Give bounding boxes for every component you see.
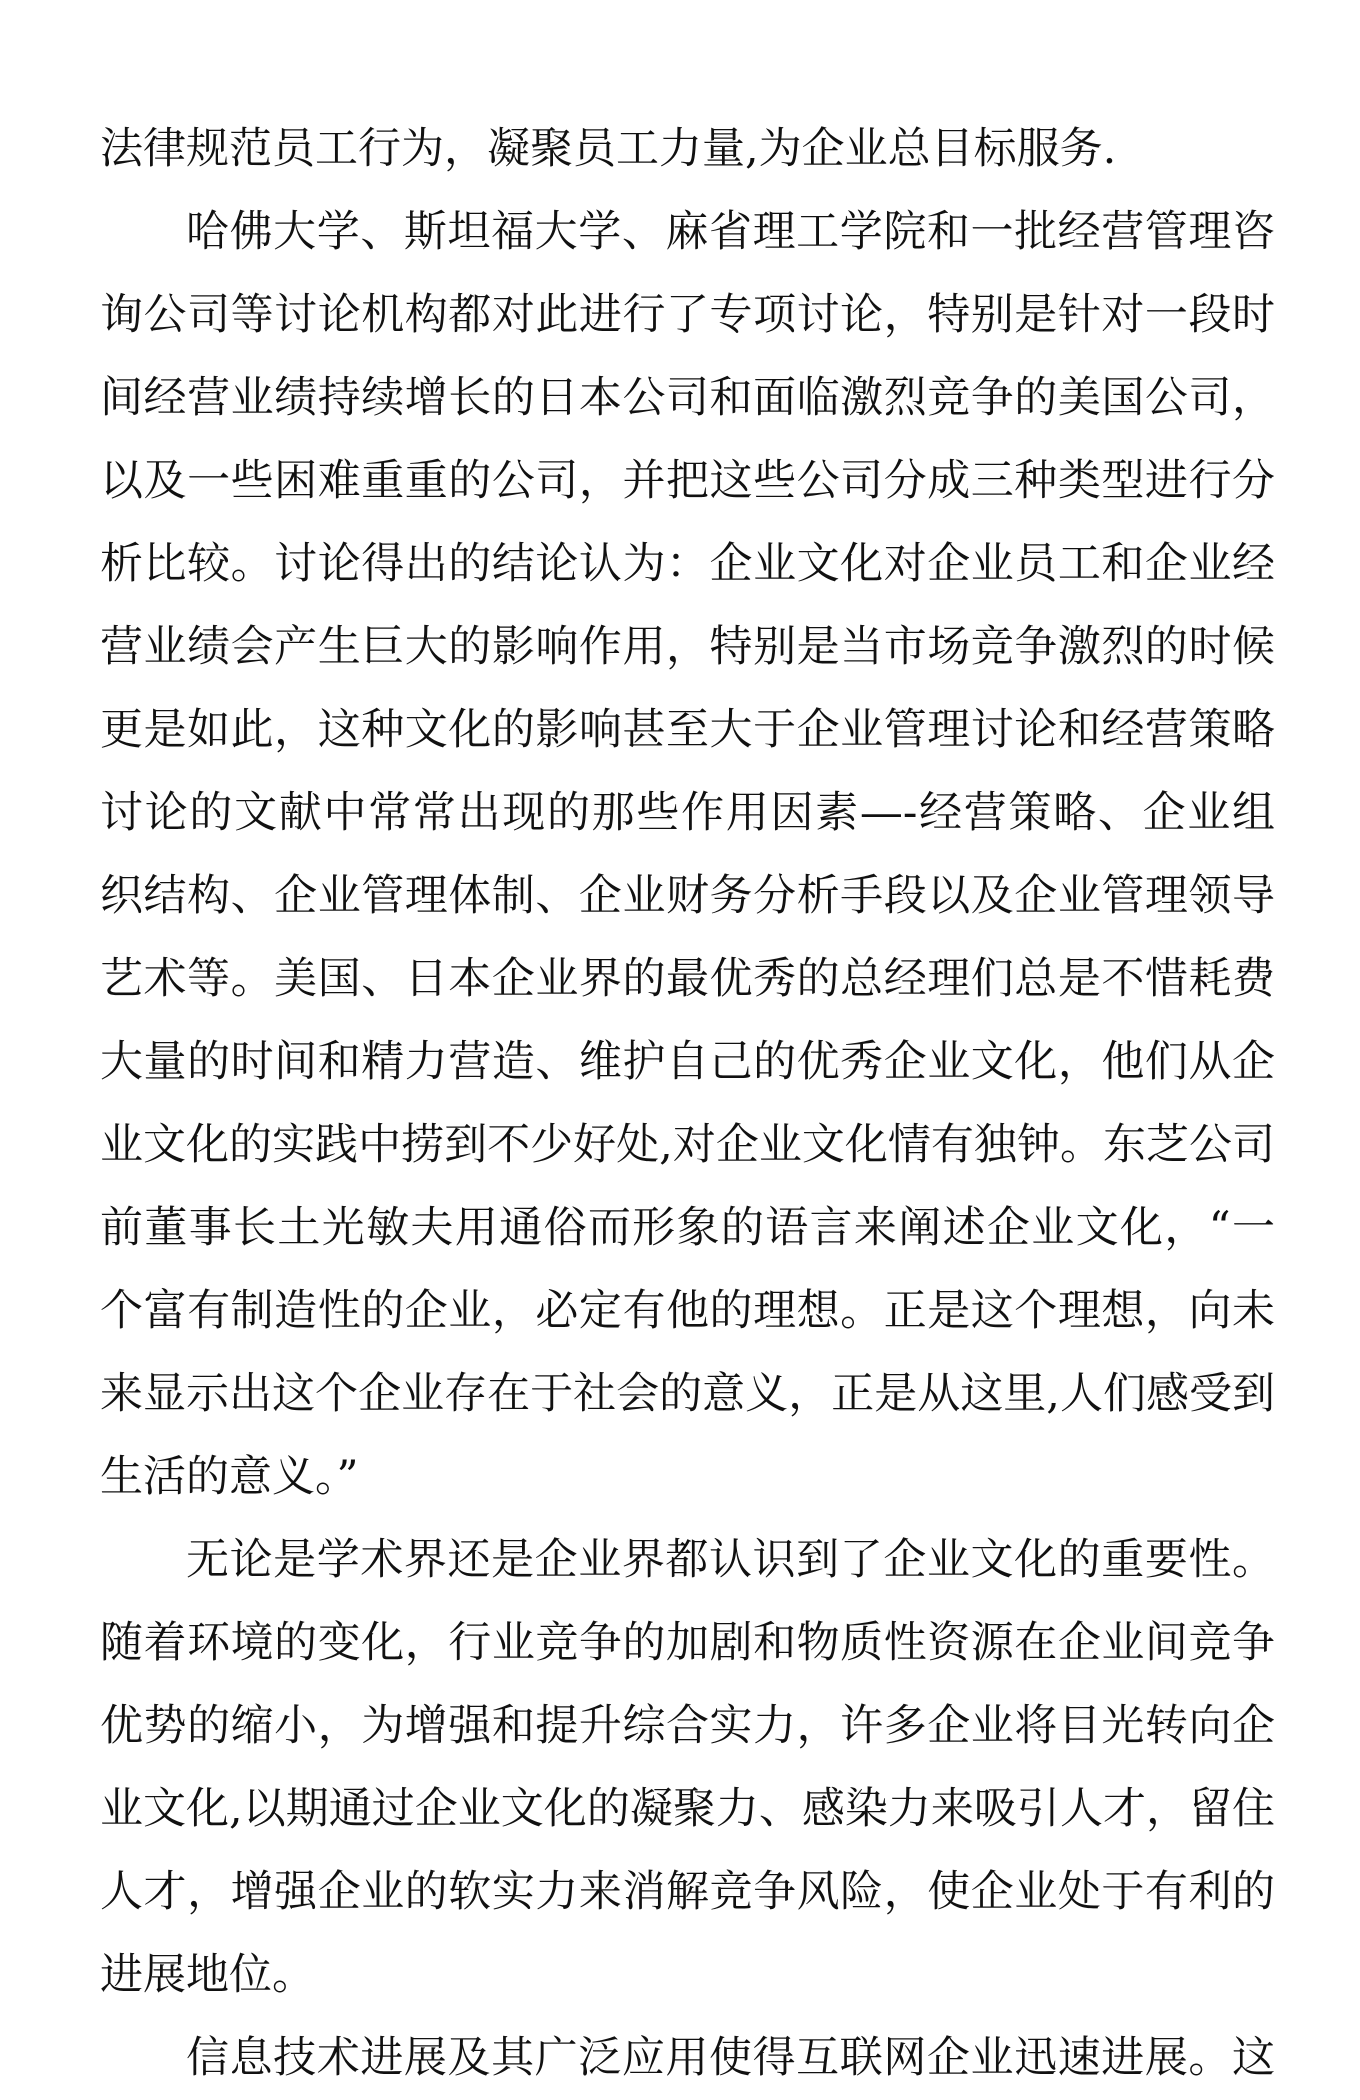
text-line: 来显示出这个企业存在于社会的意义，正是从这里,人们感受到 — [100, 1369, 1275, 1419]
text-line: 随着环境的变化，行业竞争的加剧和物质性资源在企业间竞争 — [100, 1618, 1275, 1668]
text-line: 哈佛大学、斯坦福大学、麻省理工学院和一批经营管理咨 — [186, 207, 1275, 257]
text-line: 讨论的文献中常常出现的那些作用因素—-经营策略、企业组 — [100, 788, 1275, 838]
text-line: 人才，增强企业的软实力来消解竞争风险，使企业处于有利的 — [100, 1867, 1275, 1917]
text-line: 织结构、企业管理体制、企业财务分析手段以及企业管理领导 — [100, 871, 1275, 921]
text-line: 生活的意义。” — [100, 1452, 359, 1502]
text-line: 业文化,以期通过企业文化的凝聚力、感染力来吸引人才，留住 — [100, 1784, 1275, 1834]
body-text — [100, 108, 1275, 2100]
text-line: 以及一些困难重重的公司，并把这些公司分成三种类型进行分 — [100, 456, 1275, 506]
text-line: 无论是学术界还是企业界都认识到了企业文化的重要性。 — [186, 1535, 1275, 1585]
text-line: 优势的缩小，为增强和提升综合实力，许多企业将目光转向企 — [100, 1701, 1275, 1751]
text-line: 艺术等。美国、日本企业界的最优秀的总经理们总是不惜耗费 — [100, 954, 1275, 1004]
text-line: 更是如此，这种文化的影响甚至大于企业管理讨论和经营策略 — [100, 705, 1275, 755]
text-line: 间经营业绩持续增长的日本公司和面临激烈竞争的美国公司， — [100, 373, 1275, 423]
text-line: 营业绩会产生巨大的影响作用，特别是当市场竞争激烈的时候 — [100, 622, 1275, 672]
text-line: 信息技术进展及其广泛应用使得互联网企业迅速进展。这 — [186, 2033, 1275, 2083]
text-line: 析比较。讨论得出的结论认为：企业文化对企业员工和企业经 — [100, 539, 1275, 589]
text-line: 法律规范员工行为，凝聚员工力量,为企业总目标服务. — [100, 124, 1117, 174]
text-line: 大量的时间和精力营造、维护自己的优秀企业文化，他们从企 — [100, 1037, 1275, 1087]
text-line: 询公司等讨论机构都对此进行了专项讨论，特别是针对一段时 — [100, 290, 1275, 340]
text-line: 业文化的实践中捞到不少好处,对企业文化情有独钟。东芝公司 — [100, 1120, 1275, 1170]
text-line: 前董事长土光敏夫用通俗而形象的语言来阐述企业文化，“一 — [100, 1203, 1275, 1253]
text-line: 个富有制造性的企业，必定有他的理想。正是这个理想，向未 — [100, 1286, 1275, 1336]
text-line: 进展地位。 — [100, 1950, 315, 2000]
